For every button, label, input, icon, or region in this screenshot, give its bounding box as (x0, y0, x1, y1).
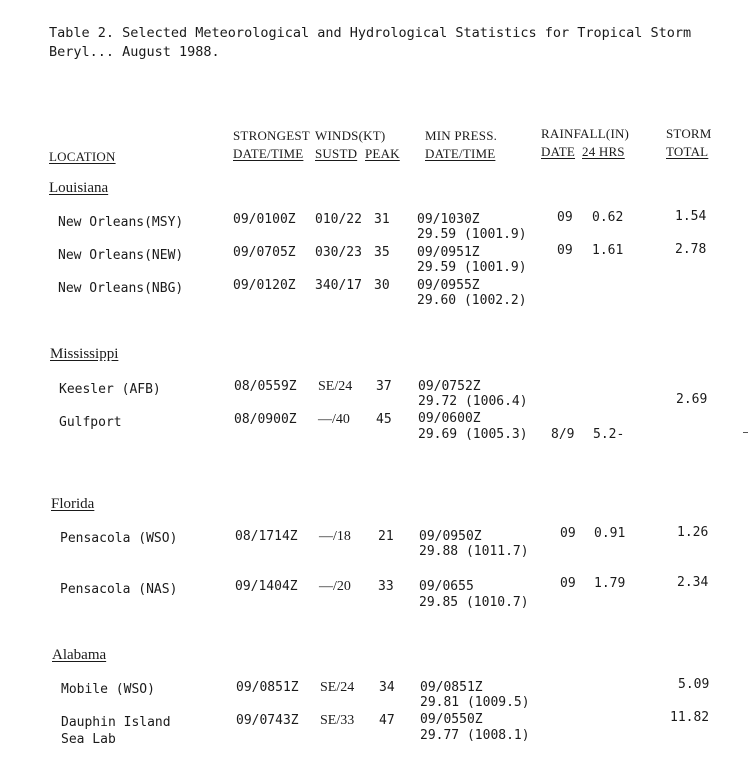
row-rain-date: 8/9 (551, 427, 575, 442)
row-location: New Orleans(NEW) (58, 248, 184, 263)
row-location: New Orleans(NBG) (58, 281, 184, 296)
row-press-time: 09/0955Z (417, 278, 480, 293)
header-winds: WINDS(KT) (315, 128, 386, 143)
header-storm: STORM (666, 126, 712, 141)
row-press-value: 29.85 (1010.7) (419, 595, 529, 610)
table-caption-line2: Beryl... August 1988. (49, 44, 220, 60)
row-press-time: 09/0951Z (417, 245, 480, 260)
row-storm-total: 11.82 (670, 710, 710, 725)
row-press-value: 29.81 (1009.5) (420, 695, 530, 710)
row-press-value: 29.77 (1008.1) (420, 728, 530, 743)
row-press-time: 09/0851Z (420, 680, 483, 695)
row-peak: 47 (379, 713, 395, 728)
row-press-time: 09/0600Z (418, 411, 481, 426)
row-press-value: 29.59 (1001.9) (417, 227, 527, 242)
row-strongest: 09/0851Z (236, 680, 299, 695)
row-strongest: 08/1714Z (235, 529, 298, 544)
row-sustd: —/40 (318, 412, 350, 427)
row-storm-total: 2.78 (675, 242, 707, 257)
row-peak: 35 (374, 245, 390, 260)
row-press-time: 09/0655 (419, 579, 474, 594)
header-min-press: MIN PRESS. (425, 128, 498, 143)
row-sustd: SE/33 (320, 713, 355, 728)
section-state: Louisiana (49, 180, 109, 196)
section-state: Florida (51, 496, 95, 512)
row-rain-24: 5.2- (593, 427, 625, 442)
row-press-time: 09/0550Z (420, 712, 483, 727)
margin-dash-mark (743, 432, 748, 433)
row-rain-24: 1.79 (594, 576, 626, 591)
row-location: Mobile (WSO) (61, 682, 155, 697)
row-sustd: 030/23 (315, 245, 362, 260)
row-strongest: 08/0559Z (234, 379, 297, 394)
header-rain-date: DATE (541, 144, 576, 159)
row-sustd: —/20 (319, 579, 351, 594)
row-peak: 31 (374, 212, 390, 227)
row-strongest: 08/0900Z (234, 412, 297, 427)
header-strongest-datetime: DATE/TIME (233, 146, 304, 161)
row-storm-total: 2.69 (676, 392, 708, 407)
row-storm-total: 5.09 (678, 677, 710, 692)
row-strongest: 09/0100Z (233, 212, 296, 227)
row-strongest: 09/0705Z (233, 245, 296, 260)
row-storm-total: 2.34 (677, 575, 709, 590)
row-rain-24: 0.62 (592, 210, 624, 225)
row-peak: 21 (378, 529, 394, 544)
row-location: Dauphin Island (61, 715, 171, 730)
row-press-value: 29.72 (1006.4) (418, 394, 528, 409)
header-strongest: STRONGEST (233, 128, 310, 143)
row-storm-total: 1.26 (677, 525, 709, 540)
row-press-time: 09/1030Z (417, 212, 480, 227)
row-sustd: SE/24 (320, 680, 355, 695)
row-location: Pensacola (NAS) (60, 582, 178, 597)
header-sustd: SUSTD (315, 146, 358, 161)
row-press-value: 29.60 (1002.2) (417, 293, 527, 308)
table-caption-line1: Table 2. Selected Meteorological and Hydrological Statistics for Tropical Storm (49, 25, 692, 41)
header-press-datetime: DATE/TIME (425, 146, 496, 161)
row-sustd: SE/24 (318, 379, 353, 394)
row-press-value: 29.59 (1001.9) (417, 260, 527, 275)
row-peak: 30 (374, 278, 390, 293)
header-peak: PEAK (365, 146, 400, 161)
row-strongest: 09/0120Z (233, 278, 296, 293)
row-storm-total: 1.54 (675, 209, 707, 224)
row-sustd: 340/17 (315, 278, 362, 293)
row-location: New Orleans(MSY) (58, 215, 184, 230)
row-sustd: —/18 (319, 529, 351, 544)
row-peak: 34 (379, 680, 395, 695)
row-press-value: 29.88 (1011.7) (419, 544, 529, 559)
row-peak: 45 (376, 412, 392, 427)
row-sustd: 010/22 (315, 212, 362, 227)
header-rain-24hrs: 24 HRS (582, 144, 625, 159)
row-rain-date: 09 (557, 210, 573, 225)
row-location: Gulfport (59, 415, 122, 430)
row-rain-date: 09 (557, 243, 573, 258)
row-rain-24: 1.61 (592, 243, 624, 258)
row-location: Keesler (AFB) (59, 382, 161, 397)
row-press-time: 09/0950Z (419, 529, 482, 544)
row-peak: 37 (376, 379, 392, 394)
header-storm-total: TOTAL (666, 144, 709, 159)
row-peak: 33 (378, 579, 394, 594)
row-press-time: 09/0752Z (418, 379, 481, 394)
row-rain-24: 0.91 (594, 526, 626, 541)
row-rain-date: 09 (560, 576, 576, 591)
row-location: Pensacola (WSO) (60, 531, 178, 546)
section-state: Mississippi (50, 346, 119, 362)
header-rainfall: RAINFALL(IN) (541, 126, 630, 141)
row-strongest: 09/1404Z (235, 579, 298, 594)
row-location-line2: Sea Lab (61, 732, 116, 747)
row-rain-date: 09 (560, 526, 576, 541)
row-press-value: 29.69 (1005.3) (418, 427, 528, 442)
row-strongest: 09/0743Z (236, 713, 299, 728)
header-location: LOCATION (49, 149, 116, 164)
section-state: Alabama (52, 647, 107, 663)
